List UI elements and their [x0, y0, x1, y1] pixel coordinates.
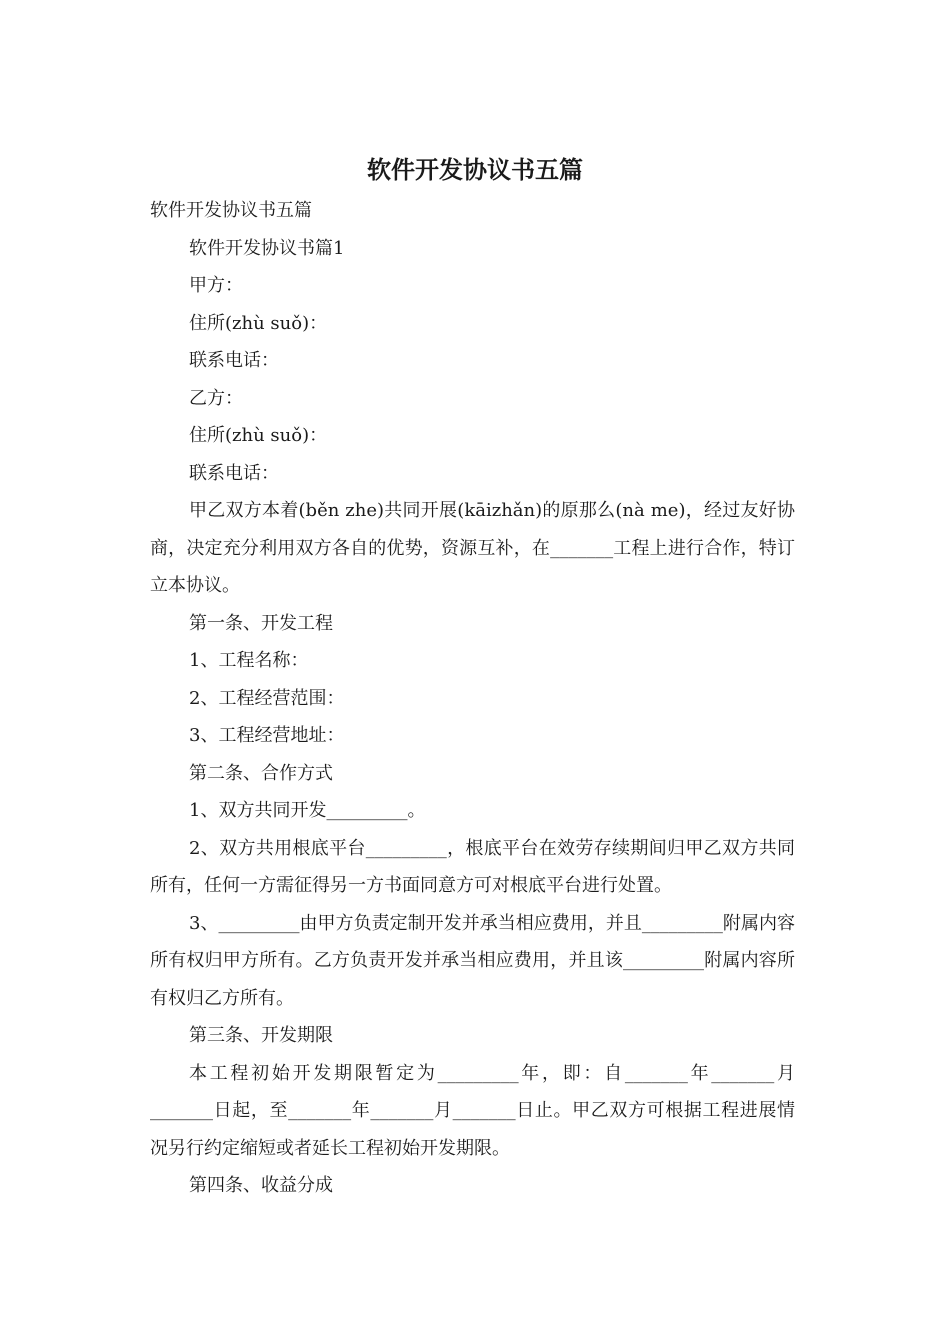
paragraph-item: 1、工程名称： — [189, 650, 309, 671]
paragraph-article-4: 第四条、收益分成 — [189, 1175, 333, 1196]
paragraph-item: 2、双方共用根底平台_________，根底平台在效劳存续期间归甲乙双方共同所有，任何一方需征得另一方书面同意方可对根底平台进行处置。 — [150, 837, 795, 896]
paragraph-article-2: 第二条、合作方式 — [189, 762, 333, 784]
paragraph-party-a-address: 住所(zhù suǒ)： — [189, 312, 328, 334]
paragraph-party-a: 甲方： — [189, 275, 243, 296]
paragraph-item: 1、双方共同开发_________。 — [189, 800, 426, 821]
document-body — [150, 192, 795, 1205]
paragraph-article-1: 第一条、开发工程 — [189, 612, 333, 634]
paragraph-section-heading: 软件开发协议书篇1 — [189, 237, 345, 259]
document-title: 软件开发协议书五篇 — [367, 156, 583, 184]
paragraph-item: 3、_________由甲方负责定制开发并承当相应费用，并且_________附属内容所有权归甲方所有。乙方负责开发并承当相应费用，并且该_________附属内容所有权归乙方所有。 — [150, 912, 795, 1009]
paragraph-item: 3、工程经营地址： — [189, 725, 345, 746]
paragraph-article-3: 第三条、开发期限 — [189, 1025, 333, 1046]
paragraph-preamble: 甲乙双方本着(běn zhe)共同开展(kāizhǎn)的原那么(nà me)，经过友好协商，决定充分利用双方各自的优势，资源互补，在_______工程上进行合作，特订立本协议。 — [150, 500, 795, 596]
paragraph-term: 本工程初始开发期限暂定为_________年，即：自_______年_______月_______日起，至_______年_______月_______日止。甲乙双方可根据工程进展情况另行约定缩短或者延长工程初始开发期限。 — [150, 1062, 795, 1159]
paragraph-party-b: 乙方： — [189, 387, 243, 409]
paragraph-subtitle: 软件开发协议书五篇 — [150, 200, 312, 221]
paragraph-item: 2、工程经营范围： — [189, 687, 345, 709]
paragraph-party-b-phone: 联系电话： — [189, 462, 279, 484]
paragraph-party-b-address: 住所(zhù suǒ)： — [189, 425, 328, 446]
paragraph-party-a-phone: 联系电话： — [189, 350, 279, 371]
